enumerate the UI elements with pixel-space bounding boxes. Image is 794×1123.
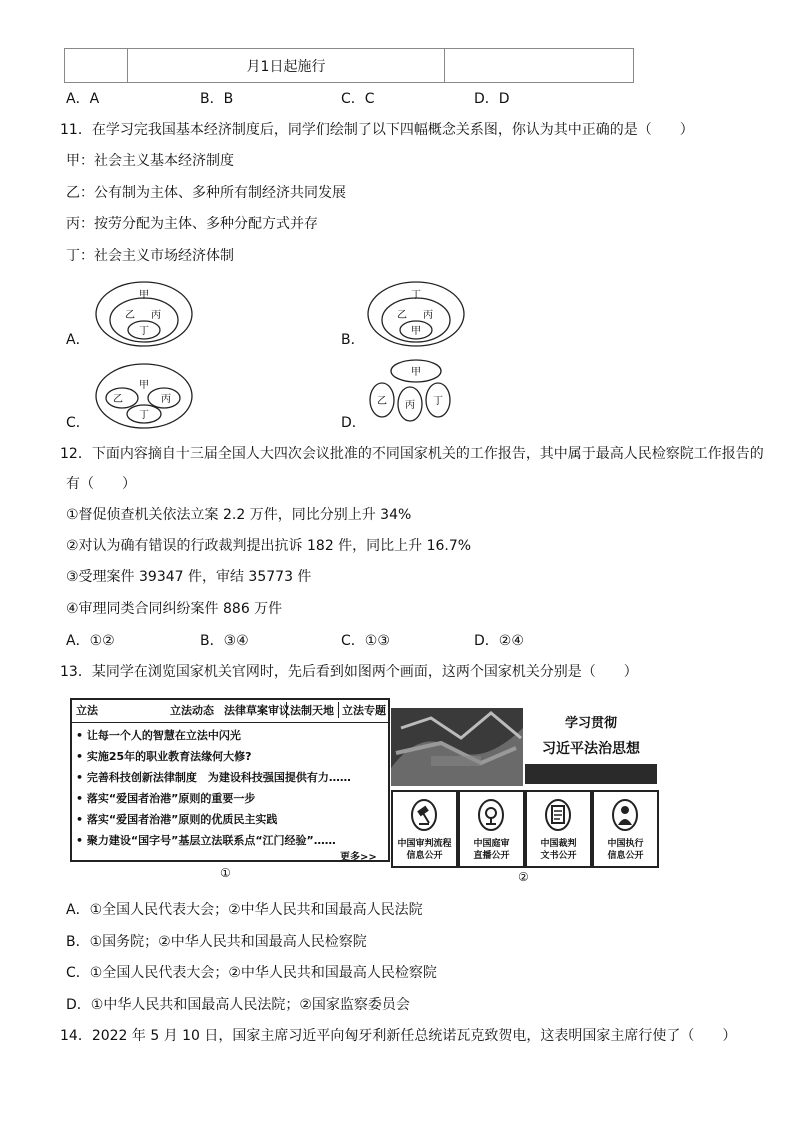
q11-item-jia: 甲：社会主义基本经济制度	[66, 153, 234, 169]
figure-2-caption: ②	[518, 870, 529, 884]
q14-stem: 14．2022 年 5 月 10 日，国家主席习近平向匈牙利新任总统诺瓦克致贺电，这表明国家主席行使了（ ）	[60, 1028, 737, 1044]
tab-legislative-news[interactable]: 立法动态	[170, 704, 214, 717]
execution-disclosure-button[interactable]	[592, 790, 659, 868]
q12-option-a[interactable]: A．①②	[66, 633, 115, 649]
q12-option-b[interactable]: B．③④	[200, 633, 249, 649]
q12-item-3: ③受理案件 39347 件，审结 35773 件	[66, 569, 312, 585]
label-ding: 丁	[433, 396, 443, 407]
label-jia: 甲	[411, 367, 421, 378]
panel-title: 立法	[76, 704, 98, 717]
label-jia: 甲	[139, 290, 149, 301]
label-bing: 丙	[423, 310, 433, 321]
icon-label-line1: 中国庭审	[473, 839, 510, 849]
icon-label-line2: 信息公开	[607, 851, 644, 861]
label-jia: 甲	[139, 380, 149, 391]
icon-label-line2: 直播公开	[473, 851, 510, 861]
more-link[interactable]: 更多>>	[340, 852, 377, 863]
banner-image	[391, 708, 523, 786]
q11-item-ding: 丁：社会主义市场经济体制	[66, 248, 234, 264]
q13-option-b[interactable]: B．①国务院；②中华人民共和国最高人民检察院	[66, 934, 367, 950]
tab-legal-world[interactable]: 法制天地	[286, 702, 334, 718]
figure-1-legislation-panel	[70, 698, 390, 862]
figure-1-header	[72, 700, 388, 723]
q12-item-2: ②对认为确有错误的行政裁判提出抗诉 182 件，同比上升 16.7%	[66, 538, 472, 554]
figure-1-caption: ①	[220, 866, 231, 880]
q13-option-d[interactable]: D．①中华人民共和国最高人民法院；②国家监察委员会	[66, 997, 410, 1013]
news-link[interactable]: • 让每一个人的智慧在立法中闪光	[76, 729, 241, 742]
tab-draft-review[interactable]: 法律草案审议	[224, 704, 290, 717]
table-row	[65, 49, 634, 83]
news-link[interactable]: • 实施25年的职业教育法缘何大修?	[76, 750, 252, 763]
table-cell	[65, 49, 128, 83]
label-yi: 乙	[397, 310, 407, 321]
q12-item-4: ④审理同类合同纠纷案件 886 万件	[66, 601, 283, 617]
label-yi: 乙	[125, 310, 135, 321]
q13-stem: 13．某同学在浏览国家机关官网时，先后看到如图两个画面，这两个国家机关分别是（ ）	[60, 664, 638, 680]
q11-option-a[interactable]: A．	[66, 332, 90, 348]
icon-label-line1: 中国裁判	[540, 839, 577, 849]
judgment-documents-button[interactable]	[525, 790, 592, 868]
diagram-b	[366, 280, 466, 348]
document-icon	[544, 798, 572, 832]
q13-option-a[interactable]: A．①全国人民代表大会；②中华人民共和国最高人民法院	[66, 902, 423, 918]
diagram-c	[94, 362, 194, 432]
q10-option-b[interactable]: B．B	[200, 91, 234, 107]
gavel-icon	[410, 798, 438, 832]
label-jia: 甲	[411, 326, 421, 337]
table-cell: 月1日起施行	[128, 49, 445, 83]
icon-label-line2: 信息公开	[406, 851, 443, 861]
label-bing: 丙	[161, 394, 171, 405]
q11-stem: 11．在学习完我国基本经济制度后，同学们绘制了以下四幅概念关系图，你认为其中正确的是（ ）	[60, 122, 694, 138]
label-ding: 丁	[139, 410, 149, 421]
news-link[interactable]: • 完善科技创新法律制度 为建设科技强国提供有力……	[76, 771, 351, 784]
table-cell	[445, 49, 634, 83]
icon-label-line1: 中国审判流程	[397, 839, 452, 849]
label-yi: 乙	[113, 394, 123, 405]
label-bing: 丙	[405, 400, 415, 411]
person-icon	[611, 798, 639, 832]
process-disclosure-button[interactable]	[391, 790, 458, 868]
label-ding: 丁	[139, 326, 149, 337]
camera-icon	[477, 798, 505, 832]
answer-table	[64, 48, 634, 83]
banner-bar	[525, 764, 657, 784]
label-ding: 丁	[411, 290, 421, 301]
q12-item-1: ①督促侦查机关依法立案 2.2 万件，同比分别上升 34%	[66, 507, 412, 523]
q10-option-c[interactable]: C．C	[341, 91, 375, 107]
news-link[interactable]: • 落实“爱国者治港”原则的重要一步	[76, 792, 256, 805]
icon-label-line2: 文书公开	[540, 851, 577, 861]
news-link[interactable]: • 聚力建设“国字号”基层立法联系点“江门经验”……	[76, 834, 336, 847]
q11-option-d[interactable]: D．	[341, 415, 366, 431]
q11-option-c[interactable]: C．	[66, 415, 90, 431]
banner-text-area	[525, 708, 657, 786]
label-yi: 乙	[377, 396, 387, 407]
label-bing: 丙	[151, 310, 161, 321]
q12-stem-line2: 有（ ）	[66, 476, 136, 492]
trial-broadcast-button[interactable]	[458, 790, 525, 868]
q12-stem-line1: 12．下面内容摘自十三届全国人大四次会议批准的不同国家机关的工作报告，其中属于最高人民检察院工作报告的	[60, 446, 764, 462]
banner-line-2: 习近平法治思想	[542, 741, 640, 757]
news-link[interactable]: • 落实“爱国者治港”原则的优质民主实践	[76, 813, 278, 826]
q10-option-d[interactable]: D．D	[474, 91, 510, 107]
diagram-a	[94, 280, 194, 348]
q13-option-c[interactable]: C．①全国人民代表大会；②中华人民共和国最高人民检察院	[66, 965, 437, 981]
tab-legislative-topics[interactable]: 立法专题	[338, 702, 386, 718]
q11-option-b[interactable]: B．	[341, 332, 365, 348]
diagram-d	[366, 356, 466, 434]
banner-line-1: 学习贯彻	[564, 716, 617, 731]
q10-option-a[interactable]: A．A	[66, 91, 100, 107]
figure-2-court-panel	[391, 708, 657, 866]
icon-label-line1: 中国执行	[607, 839, 644, 849]
q12-option-c[interactable]: C．①③	[341, 633, 390, 649]
q11-item-yi: 乙：公有制为主体、多种所有制经济共同发展	[66, 185, 346, 201]
q12-option-d[interactable]: D．②④	[474, 633, 524, 649]
q11-item-bing: 丙：按劳分配为主体、多种分配方式并存	[66, 216, 318, 232]
